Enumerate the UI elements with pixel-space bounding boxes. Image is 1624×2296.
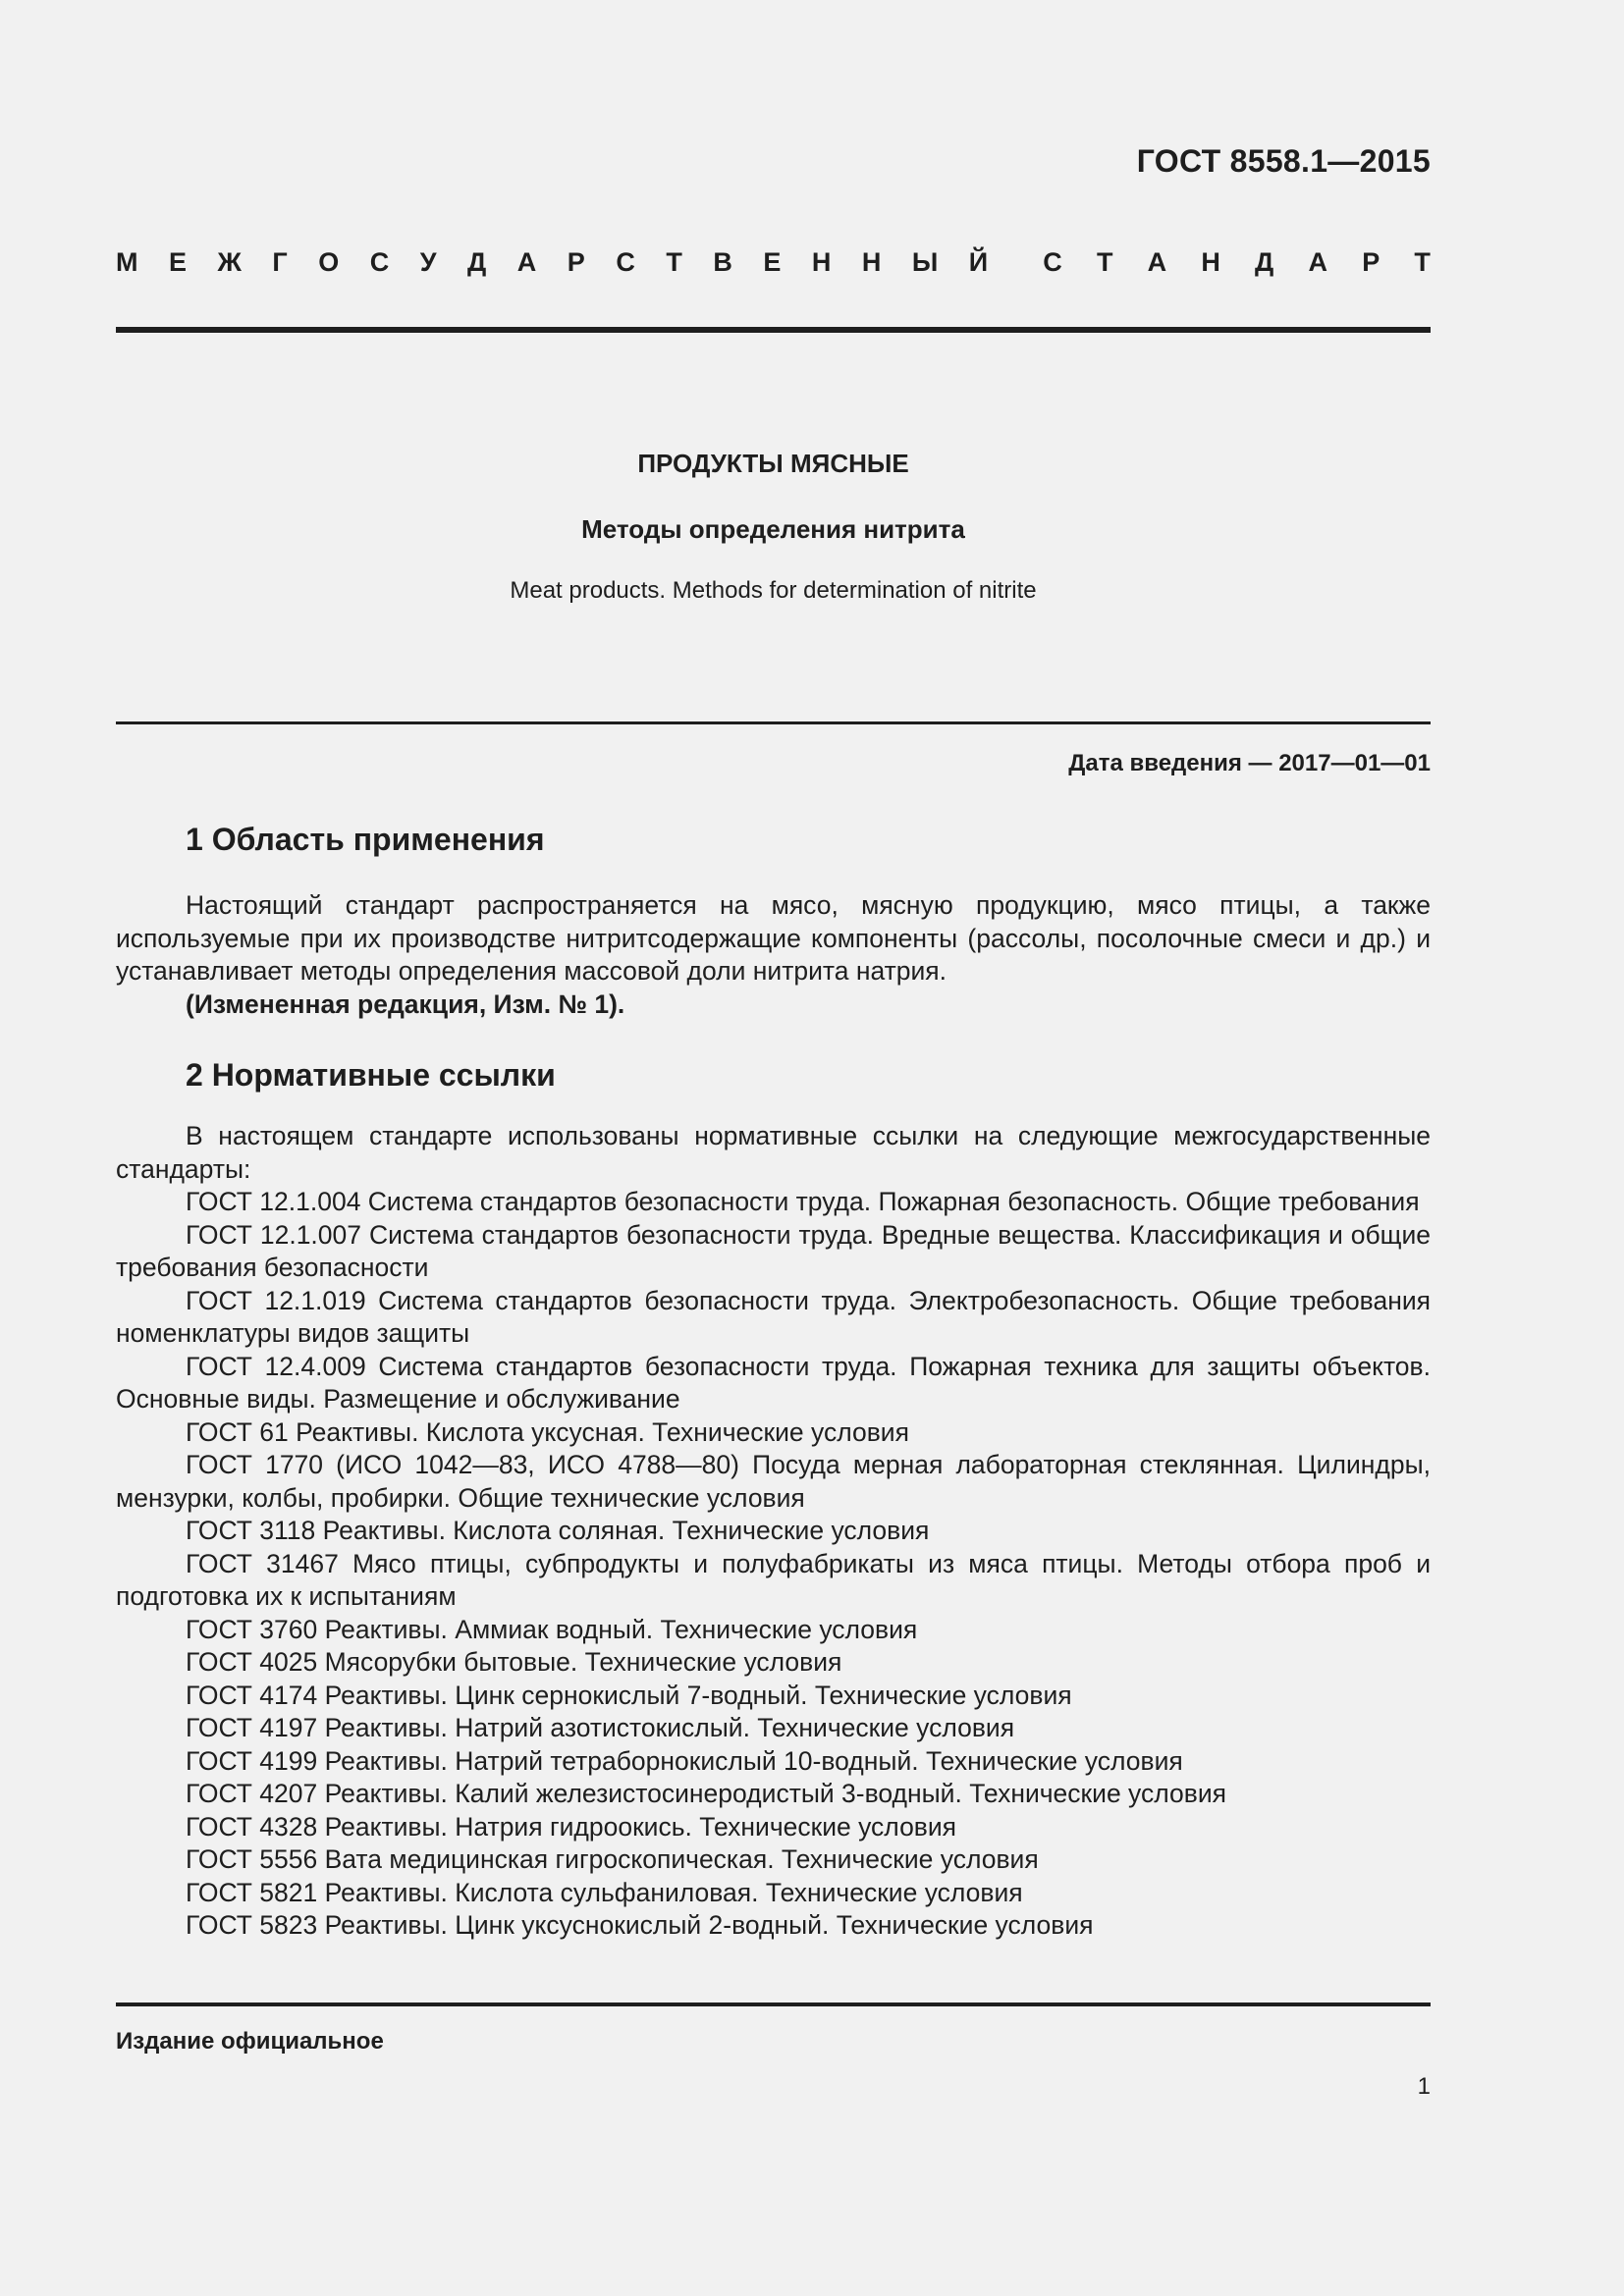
reference-item: ГОСТ 4174 Реактивы. Цинк сернокислый 7-водный. Технические условия	[186, 1680, 1072, 1710]
intro-date: Дата введения — 2017—01—01	[1068, 750, 1431, 776]
official-edition-label: Издание официальное	[116, 2028, 384, 2055]
gost-number: ГОСТ 8558.1—2015	[1136, 143, 1431, 179]
document-body	[116, 817, 1431, 1943]
reference-item: ГОСТ 4199 Реактивы. Натрий тетраборнокислый 10-водный. Технические условия	[186, 1745, 1183, 1776]
reference-item: ГОСТ 5821 Реактивы. Кислота сульфаниловая. Технические условия	[186, 1877, 1023, 1907]
section-heading-scope: 1 Область применения	[186, 822, 545, 857]
reference-item: ГОСТ 61 Реактивы. Кислота уксусная. Технические условия	[186, 1416, 909, 1447]
reference-item: ГОСТ 4025 Мясорубки бытовые. Технические условия	[186, 1647, 842, 1677]
standard-type-word1: М Е Ж Г О С У Д А Р С Т В Е Н Н Ы Й	[116, 247, 989, 277]
document-subtitle: Методы определения нитрита	[581, 514, 965, 544]
reference-item: ГОСТ 12.1.019 Система стандартов безопасности труда. Электробезопасность. Общие требования номенклатуры видов защиты	[116, 1285, 1431, 1348]
footer-rule	[116, 2002, 1431, 2006]
reference-item: ГОСТ 12.1.004 Система стандартов безопасности труда. Пожарная безопасность. Общие требования	[186, 1187, 1420, 1216]
title-rule	[116, 721, 1431, 724]
standard-type-header	[116, 247, 1431, 278]
reference-item: ГОСТ 3118 Реактивы. Кислота соляная. Технические условия	[186, 1516, 930, 1545]
amendment-note: (Измененная редакция, Изм. № 1).	[186, 988, 625, 1019]
page-number: 1	[1417, 2073, 1431, 2100]
reference-item: ГОСТ 4328 Реактивы. Натрия гидроокись. Технические условия	[186, 1811, 957, 1842]
reference-item: ГОСТ 4207 Реактивы. Калий железистосинеродистый 3-водный. Технические условия	[186, 1779, 1226, 1808]
references-list	[116, 1186, 1431, 1943]
reference-item: ГОСТ 5556 Вата медицинская гигроскопическая. Технические условия	[186, 1844, 1039, 1874]
reference-item: ГОСТ 1770 (ИСО 1042—83, ИСО 4788—80) Посуда мерная лабораторная стеклянная. Цилиндры, мензурки, колбы, пробирки. Общие технические условия	[116, 1450, 1431, 1513]
references-intro: В настоящем стандарте использованы нормативные ссылки на следующие межгосударственные стандарты:	[116, 1121, 1431, 1184]
reference-item: ГОСТ 31467 Мясо птицы, субпродукты и полуфабрикаты из мяса птицы. Методы отбора проб и подготовка их к испытаниям	[116, 1548, 1431, 1611]
reference-item: ГОСТ 5823 Реактивы. Цинк уксуснокислый 2-водный. Технические условия	[186, 1910, 1094, 1940]
standard-type-word2: С Т А Н Д А Р Т	[1043, 247, 1431, 277]
reference-item: ГОСТ 12.4.009 Система стандартов безопасности труда. Пожарная техника для защиты объектов. Основные виды. Размещение и обслуживание	[116, 1351, 1431, 1414]
section-heading-references: 2 Нормативные ссылки	[186, 1057, 556, 1093]
reference-item: ГОСТ 4197 Реактивы. Натрий азотистокислый. Технические условия	[186, 1713, 1015, 1742]
document-title: ПРОДУКТЫ МЯСНЫЕ	[637, 449, 909, 478]
reference-item: ГОСТ 3760 Реактивы. Аммиак водный. Технические условия	[186, 1614, 918, 1644]
scope-paragraph: Настоящий стандарт распространяется на мясо, мясную продукцию, мясо птицы, а также используемые при их производстве нитритсодержащие компоненты (рассолы, посолочные смеси и др.) и устанавливает методы определения массовой доли нитрита натрия.	[116, 890, 1431, 986]
header-rule	[116, 327, 1431, 333]
reference-item: ГОСТ 12.1.007 Система стандартов безопасности труда. Вредные вещества. Классификация и общие требования безопасности	[116, 1219, 1431, 1282]
document-title-english: Meat products. Methods for determination of nitrite	[510, 577, 1037, 604]
